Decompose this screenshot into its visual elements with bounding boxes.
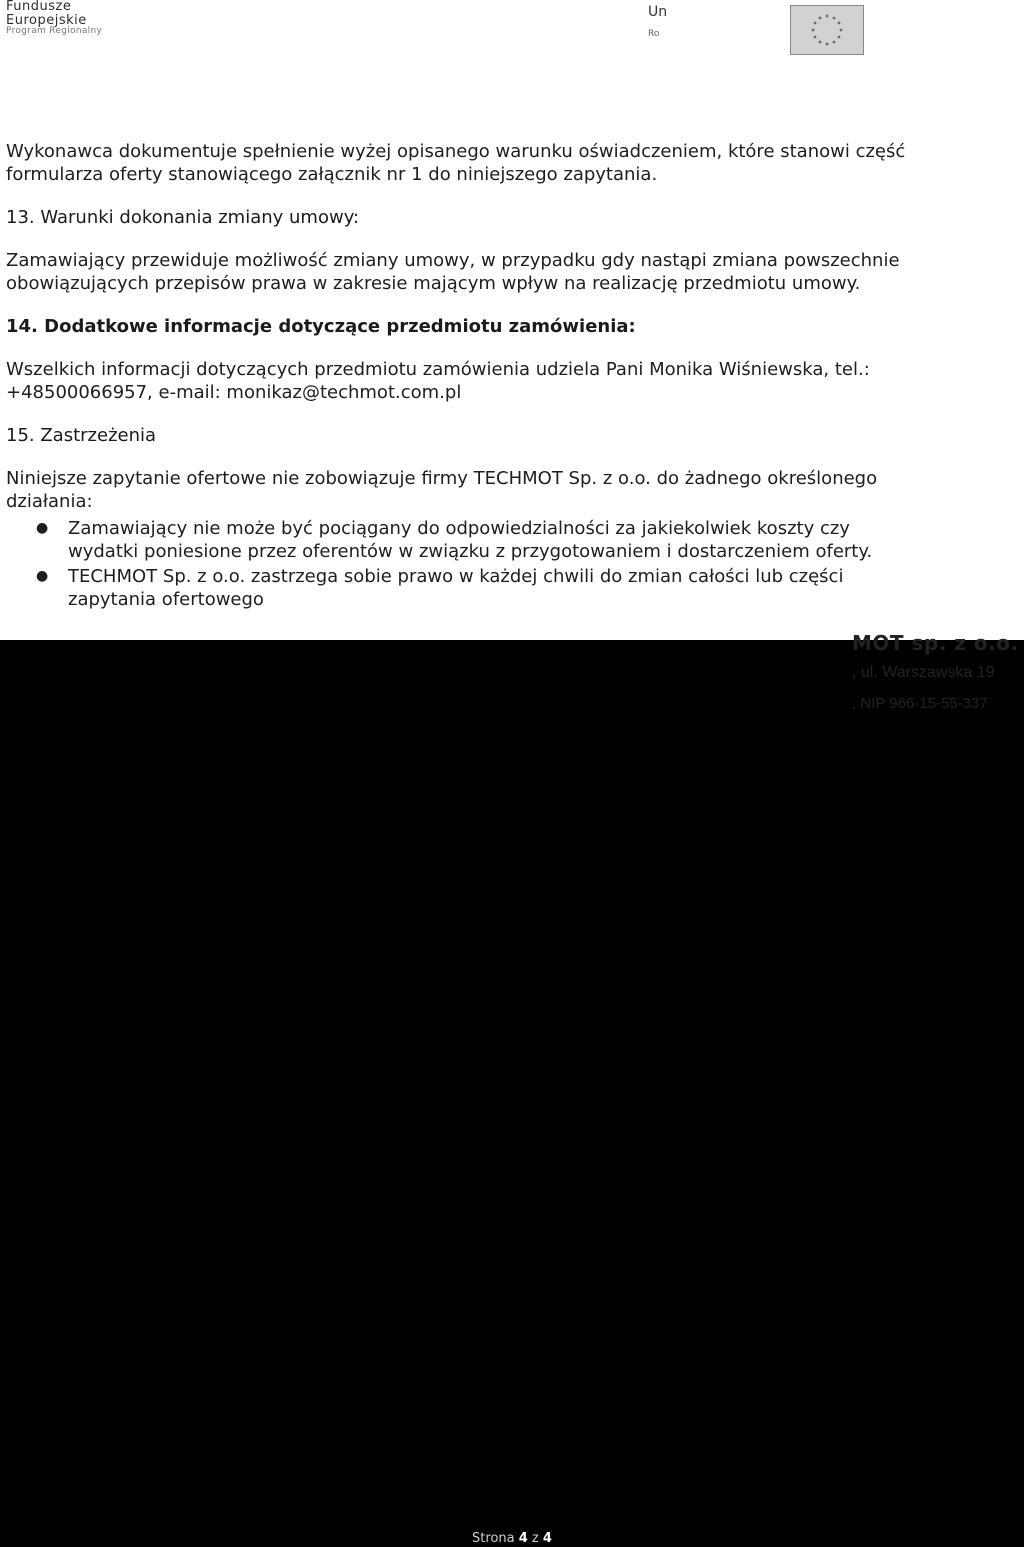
- stamp-nip: , NIP 966-15-55-337: [852, 694, 988, 712]
- footer-prefix: Strona: [472, 1531, 519, 1546]
- list-item-text: Zamawiający nie może być pociągany do odpowiedzialności za jakiekolwiek koszty czy wydatki poniesione przez oferentów w związku z przygotowaniem i dostarczeniem oferty.: [68, 518, 873, 562]
- list-item: [6, 565, 916, 611]
- reservations-list: [6, 517, 916, 611]
- eu-stars-icon: [791, 6, 863, 54]
- eu-funds-logo: [6, 0, 102, 37]
- union-logo: [648, 4, 667, 40]
- footer-separator: z: [527, 1531, 543, 1546]
- intro-paragraph: Wykonawca dokumentuje spełnienie wyżej opisanego warunku oświadczeniem, które stanowi część formularza oferty stanowiącego załącznik nr 1 do niniejszego zapytania.: [6, 141, 906, 185]
- logo-line-2: Europejskie: [6, 12, 87, 28]
- stamp-address: , ul. Warszawska 19: [852, 664, 995, 681]
- bullet-icon: ●: [36, 568, 49, 584]
- section-14-title: 14. Dodatkowe informacje dotyczące przedmiotu zamówienia:: [6, 316, 636, 337]
- section-14-text: Wszelkich informacji dotyczących przedmiotu zamówienia udziela Pani Monika Wiśniewska, tel.: +48500066957, e-mail: monikaz@techmot.com.pl: [6, 359, 870, 403]
- current-page-number: 4: [518, 1531, 528, 1546]
- document-page: [0, 0, 1024, 712]
- union-logo-top: Un: [648, 4, 668, 20]
- list-item-text: TECHMOT Sp. z o.o. zastrzega sobie prawo w każdej chwili do zmian całości lub części zapytania ofertowego: [68, 566, 844, 610]
- section-13-text: Zamawiający przewiduje możliwość zmiany umowy, w przypadku gdy nastąpi zmiana powszechnie obowiązujących przepisów prawa w zakresie mającym wpływ na realizację przedmiotu umowy.: [6, 250, 900, 294]
- total-pages-number: 4: [542, 1531, 552, 1546]
- eu-flag-icon: [790, 5, 864, 55]
- section-15-title: 15. Zastrzeżenia: [6, 425, 157, 446]
- logo-line-3: Program Regionalny: [6, 26, 103, 37]
- logo-line-1: Fundusze: [6, 0, 72, 14]
- stamp-company-name: MOT sp. z o.o.: [852, 631, 1019, 655]
- list-item: [6, 517, 916, 563]
- bullet-icon: ●: [36, 520, 49, 536]
- page-footer: [0, 1531, 1024, 1546]
- company-stamp: [852, 632, 1019, 712]
- section-15-text: Niniejsze zapytanie ofertowe nie zobowiązuje firmy TECHMOT Sp. z o.o. do żadnego określonego działania:: [6, 468, 878, 512]
- document-body: [6, 140, 916, 613]
- section-13-title: 13. Warunki dokonania zmiany umowy:: [6, 207, 360, 228]
- union-logo-bottom: Ro: [648, 28, 660, 39]
